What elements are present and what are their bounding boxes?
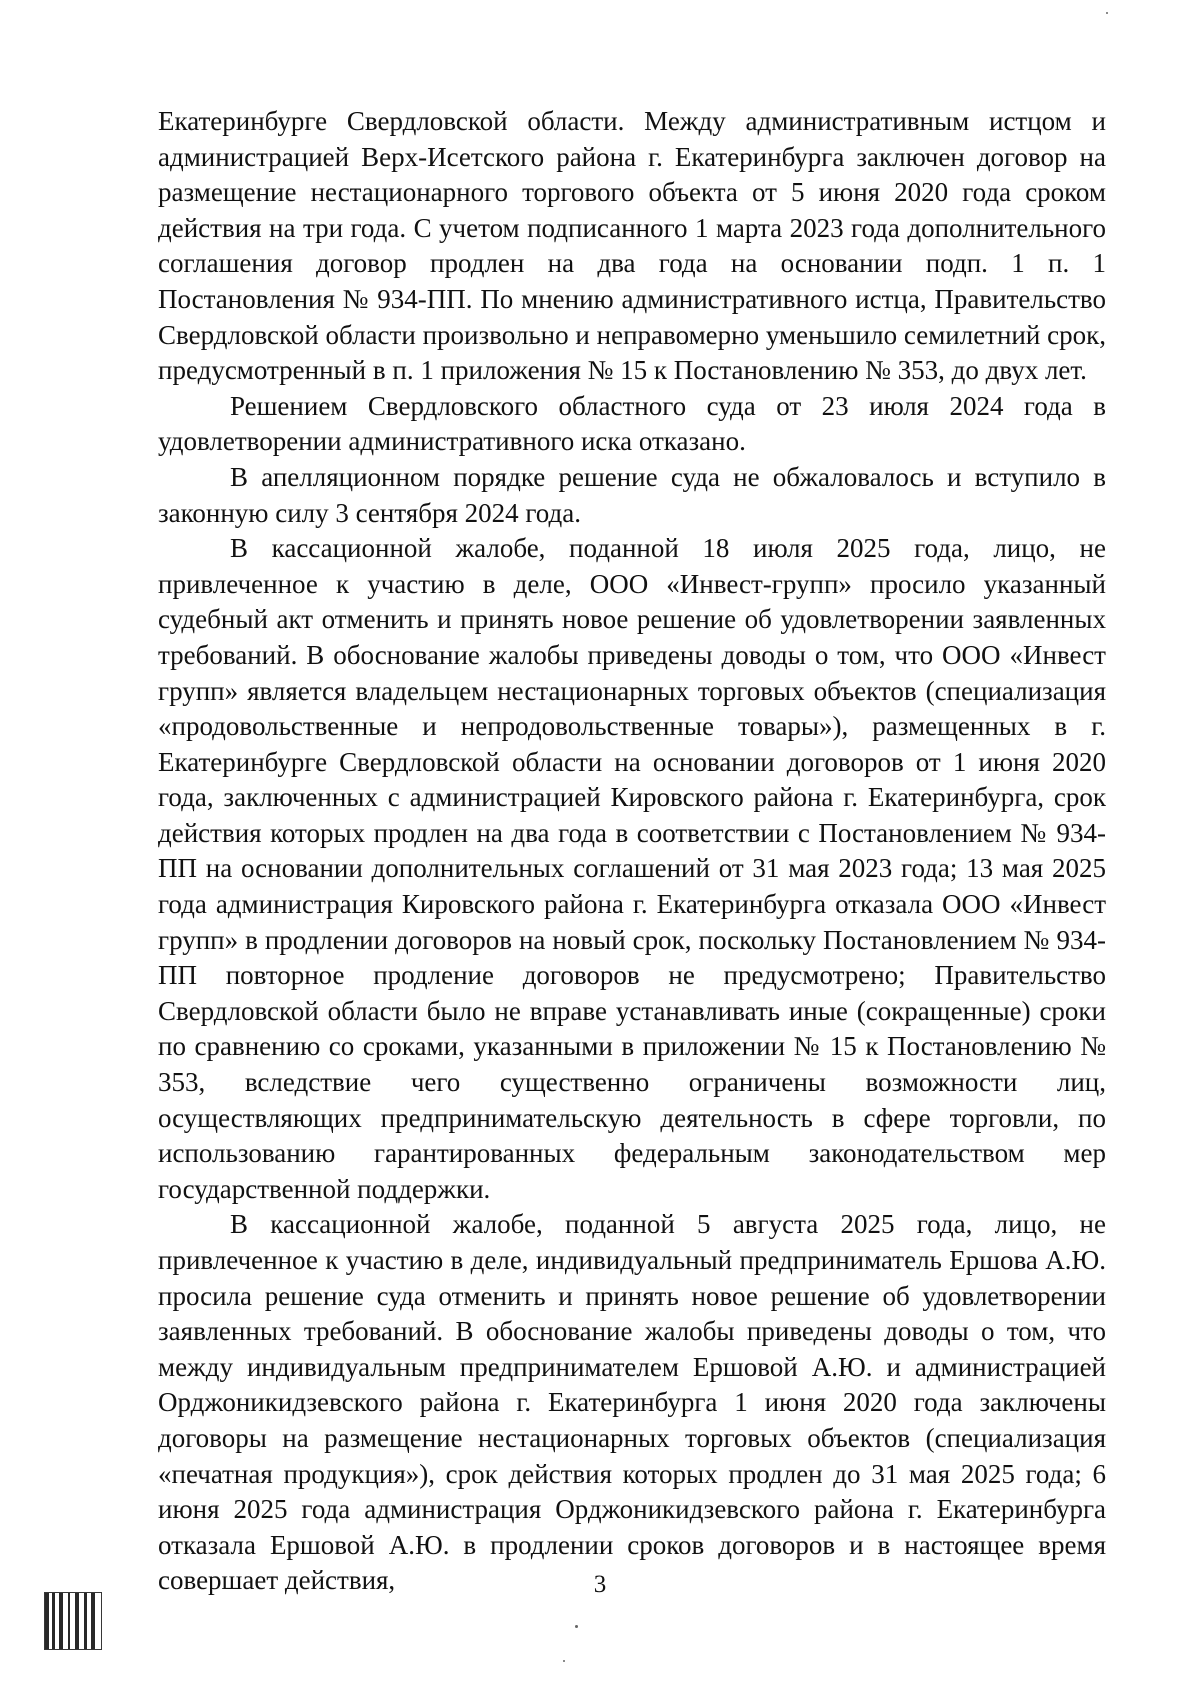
scan-speck bbox=[575, 1625, 578, 1628]
qr-code-icon bbox=[44, 1592, 102, 1650]
paragraph-invest-group-cassation: В кассационной жалобе, поданной 18 июля 2025 года, лицо, не привлеченное к участию в деле, ООО «Инвест-групп» просило указанный судебный акт отменить и принять новое решение об удовлетворении заявленных требований. В обоснование жалобы приведены доводы о том, что ООО «Инвест групп» является владельцем нестационарных торговых объектов (специализация «продовольственные и непродовольственные товары»), размещенных в г. Екатеринбурге Свердловской области на основании договоров от 1 июня 2020 года, заключенных с администрацией Кировского района г. Екатеринбурга, срок действия которых продлен на два года в соответствии с Постановлением № 934-ПП на основании дополнительных соглашений от 31 мая 2023 года; 13 мая 2025 года администрация Кировского района г. Екатеринбурга отказала ООО «Инвест групп» в продлении договоров на новый срок, поскольку Постановлением № 934-ПП повторное продление договоров не предусмотрено; Правительство Свердловской области было не вправе устанавливать иные (сокращенные) сроки по сравнению со сроками, указанными в приложении № 15 к Постановлению № 353, вследствие чего существенно ограничены возможности лиц, осуществляющих предпринимательскую деятельность в сфере торговли, по использованию гарантированных федеральным законодательством мер государственной поддержки. bbox=[158, 533, 1106, 1204]
paragraph-ershova-cassation: В кассационной жалобе, поданной 5 августа 2025 года, лицо, не привлеченное к участию в деле, индивидуальный предприниматель Ершова А.Ю. просила решение суда отменить и принять новое решение об удовлетворении заявленных требований. В обоснование жалобы приведены доводы о том, что между индивидуальным предпринимателем Ершовой А.Ю. и администрацией Орджоникидзевского района г. Екатеринбурга 1 июня 2020 года заключены договоры на размещение нестационарных торговых объектов (специализация «печатная продукция»), срок действия которых продлен до 31 мая 2025 года; 6 июня 2025 года администрация Орджоникидзевского района г. Екатеринбурга отказала Ершовой А.Ю. в продлении сроков договоров и в настоящее время совершает действия, bbox=[158, 1209, 1106, 1596]
scan-speck bbox=[1106, 12, 1108, 14]
document-body bbox=[158, 104, 1106, 1599]
paragraph-regional-court-decision: Решением Свердловского областного суда от 23 июля 2024 года в удовлетворении административного иска отказано. bbox=[158, 390, 1106, 457]
paragraph-appeal-status: В апелляционном порядке решение суда не обжаловалось и вступило в законную силу 3 сентября 2024 года. bbox=[158, 461, 1106, 528]
paragraph-continuation: Екатеринбурге Свердловской области. Между административным истцом и администрацией Верх-Исетского района г. Екатеринбурга заключен договор на размещение нестационарного торгового объекта от 5 июня 2020 года сроком действия на три года. С учетом подписанного 1 марта 2023 года дополнительного соглашения договор продлен на два года на основании подп. 1 п. 1 Постановления № 934-ПП. По мнению административного истца, Правительство Свердловской области произвольно и неправомерно уменьшило семилетний срок, предусмотренный в п. 1 приложения № 15 к Постановлению № 353, до двух лет. bbox=[158, 106, 1106, 386]
page-number: 3 bbox=[593, 1571, 607, 1598]
scan-speck bbox=[563, 1660, 565, 1662]
